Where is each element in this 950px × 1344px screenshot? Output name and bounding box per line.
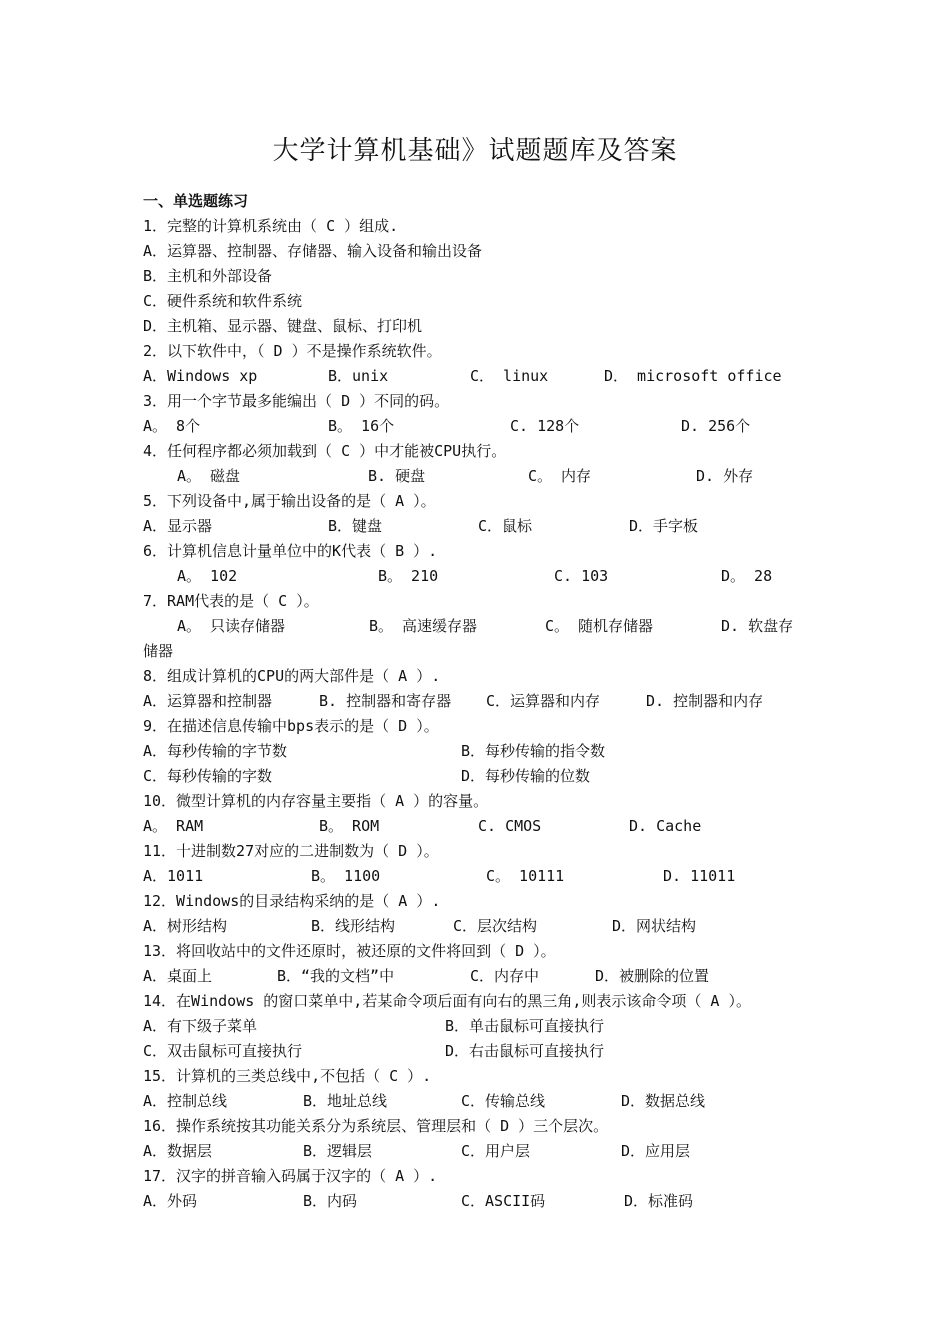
option: C．用户层 [461,1142,531,1160]
option: B．每秒传输的指令数 [461,742,606,760]
option: A．运算器和控制器 [143,692,273,710]
option: B．unix [328,367,389,385]
option: D. 控制器和内存 [646,692,764,710]
option: D．应用层 [621,1142,691,1160]
option: A．桌面上 [143,967,213,985]
option: D．每秒传输的位数 [461,767,591,785]
option: D．数据总线 [621,1092,706,1110]
option: C．双击鼠标可直接执行 [143,1042,303,1060]
option: A．有下级子菜单 [143,1017,258,1035]
option: D. 软盘存 [721,617,794,635]
option: C. 103 [554,567,609,585]
option: B。 16个 [328,417,395,435]
question-line: 7．RAM代表的是（ C ）。 [143,592,319,610]
option: A。 磁盘 [177,467,241,485]
option: D．被删除的位置 [595,967,710,985]
option: B．地址总线 [303,1092,388,1110]
option: C．ASCII码 [461,1192,546,1210]
option: A。 只读存储器 [177,617,286,635]
option: C．每秒传输的字数 [143,767,273,785]
option: A．外码 [143,1192,198,1210]
option: C．运算器和内存 [486,692,601,710]
option: A．树形结构 [143,917,228,935]
question-line: 14．在Windows 的窗口菜单中,若某命令项后面有向右的黑三角,则表示该命令项（ A ）。 [143,992,751,1010]
option: D．右击鼠标可直接执行 [445,1042,605,1060]
option: C. 128个 [510,417,580,435]
option: C。 随机存储器 [545,617,654,635]
option-line: A．运算器、控制器、存储器、输入设备和输出设备 [143,242,483,260]
option: C．传输总线 [461,1092,546,1110]
option: C．鼠标 [478,517,533,535]
option: D．手字板 [629,517,699,535]
option: C. CMOS [478,817,542,835]
option: D. 11011 [663,867,736,885]
question-line: 11．十进制数27对应的二进制数为（ D ）。 [143,842,439,860]
option: A．每秒传输的字节数 [143,742,288,760]
option: D. 256个 [681,417,751,435]
option: A．1011 [143,867,204,885]
option: B. 控制器和寄存器 [319,692,452,710]
option-line: C．硬件系统和软件系统 [143,292,303,310]
option: C。 10111 [486,867,565,885]
question-line: 5．下列设备中,属于输出设备的是（ A ）。 [143,492,436,510]
option: A．数据层 [143,1142,213,1160]
question-line: 15．计算机的三类总线中,不包括（ C ）. [143,1067,432,1085]
option: A。 102 [177,567,238,585]
option: A．Windows xp [143,367,258,385]
option: C．层次结构 [453,917,538,935]
text-line: 储器 [143,642,174,660]
question-line: 12．Windows的目录结构采纳的是（ A ）. [143,892,441,910]
option-line: B．主机和外部设备 [143,267,273,285]
option-line: D．主机箱、显示器、键盘、鼠标、打印机 [143,317,423,335]
option: D．网状结构 [612,917,697,935]
question-line: 9．在描述信息传输中bps表示的是（ D ）。 [143,717,439,735]
option: B．键盘 [328,517,383,535]
question-line: 13．将回收站中的文件还原时，被还原的文件将回到（ D ）。 [143,942,556,960]
option: B．内码 [303,1192,358,1210]
option: C． linux [470,367,549,385]
section-heading: 一、单选题练习 [143,192,249,210]
option: A。 8个 [143,417,201,435]
option: B. 硬盘 [368,467,426,485]
option: B。 1100 [311,867,381,885]
option: D．标准码 [624,1192,694,1210]
option: B。 高速缓存器 [369,617,478,635]
question-line: 4．任何程序都必须加载到（ C ）中才能被CPU执行。 [143,442,507,460]
option: B．逻辑层 [303,1142,373,1160]
question-line: 8．组成计算机的CPU的两大部件是（ A ）. [143,667,441,685]
option: D. 外存 [696,467,754,485]
option: A．控制总线 [143,1092,228,1110]
option: D． microsoft office [604,367,782,385]
document-title: 大学计算机基础》试题题库及答案 [272,136,678,166]
question-line: 1．完整的计算机系统由（ C ）组成. [143,217,399,235]
option: B．“我的文档”中 [277,967,395,985]
question-line: 10．微型计算机的内存容量主要指（ A ）的容量。 [143,792,489,810]
question-line: 17．汉字的拼音输入码属于汉字的（ A ）. [143,1167,438,1185]
option: A．显示器 [143,517,213,535]
option: B。 210 [378,567,439,585]
option: B。 ROM [319,817,380,835]
question-line: 16．操作系统按其功能关系分为系统层、管理层和（ D ）三个层次。 [143,1117,609,1135]
option: C．内存中 [470,967,540,985]
question-line: 6．计算机信息计量单位中的K代表（ B ）. [143,542,438,560]
option: D。 28 [721,567,773,585]
option: B．线形结构 [311,917,396,935]
option: B．单击鼠标可直接执行 [445,1017,605,1035]
option: D. Cache [629,817,702,835]
question-line: 3．用一个字节最多能编出（ D ）不同的码。 [143,392,450,410]
option: C。 内存 [528,467,592,485]
option: A。 RAM [143,817,204,835]
question-line: 2．以下软件中，（ D ）不是操作系统软件。 [143,342,442,360]
